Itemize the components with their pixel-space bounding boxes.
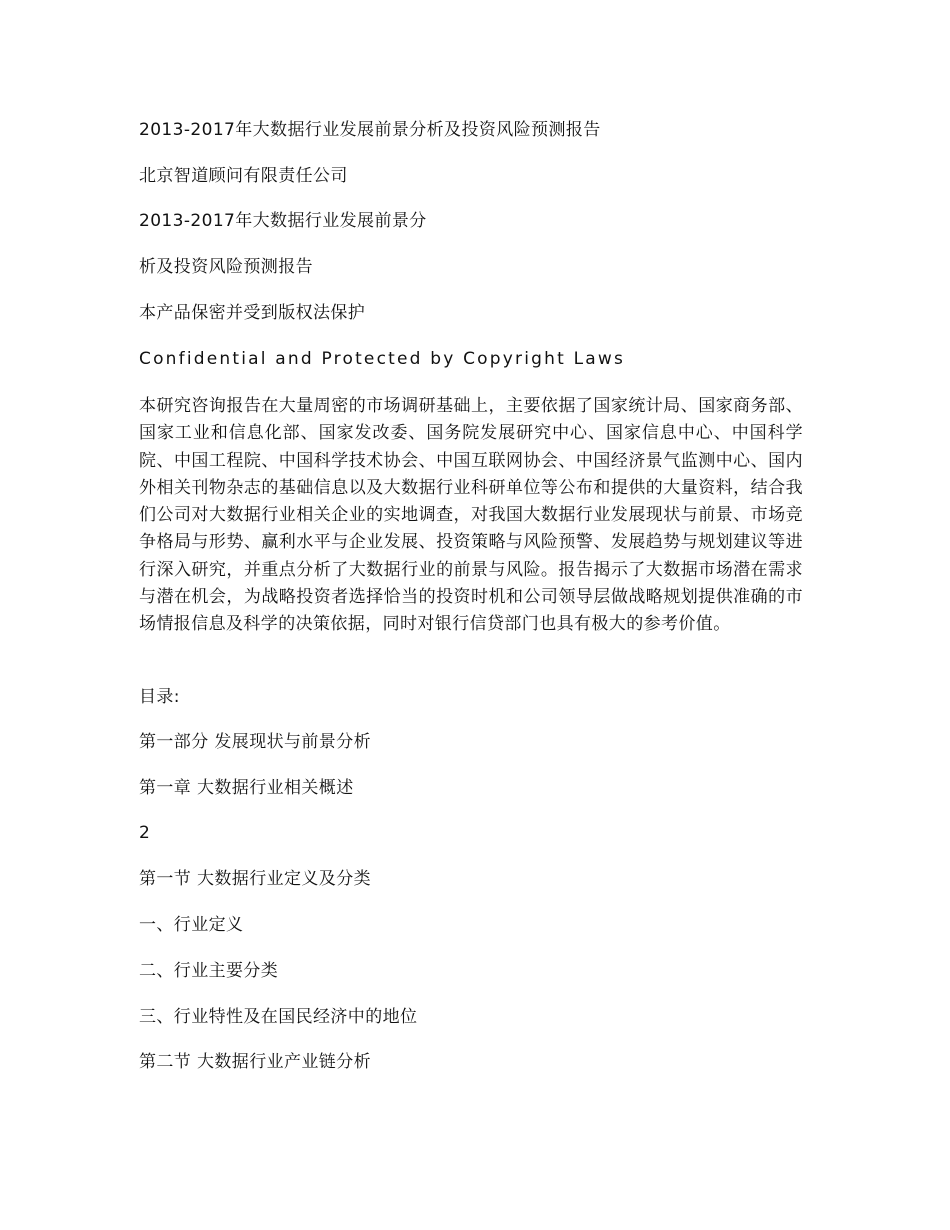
intro-paragraph: 本研究咨询报告在大量周密的市场调研基础上，主要依据了国家统计局、国家商务部、国家工业和信息化部、国家发改委、国务院发展研究中心、国家信息中心、中国科学院、中国工程院、中国科学技术协会、中国互联网协会、中国经济景气监测中心、国内外相关刊物杂志的基础信息以及大数据行业科研单位等公布和提供的大量资料，结合我们公司对大数据行业相关企业的实地调查，对我国大数据行业发展现状与前景、市场竞争格局与形势、赢利水平与企业发展、投资策略与风险预警、发展趋势与规划建议等进行深入研究，并重点分析了大数据行业的前景与风险。报告揭示了大数据市场潜在需求与潜在机会，为战略投资者选择恰当的投资时机和公司领导层做战略规划提供准确的市场情报信息及科学的决策依据，同时对银行信贷部门也具有极大的参考价值。	[139, 396, 803, 635]
protection-notice-en: Confidential and Protected by Copyright Laws	[139, 349, 626, 369]
title-line-2: 析及投资风险预测报告	[139, 257, 313, 277]
toc-item: 三、行业特性及在国民经济中的地位	[139, 1007, 418, 1027]
report-title: 2013-2017年大数据行业发展前景分析及投资风险预测报告	[139, 120, 601, 140]
toc-item: 一、行业定义	[139, 915, 244, 935]
toc-item: 第二节 大数据行业产业链分析	[139, 1052, 372, 1072]
toc-item: 第一节 大数据行业定义及分类	[139, 869, 372, 889]
toc-item: 二、行业主要分类	[139, 961, 279, 981]
toc-item: 2	[139, 823, 151, 843]
toc-item: 第一章 大数据行业相关概述	[139, 778, 354, 798]
title-line-1: 2013-2017年大数据行业发展前景分	[139, 211, 427, 231]
company-name: 北京智道顾问有限责任公司	[139, 166, 348, 186]
protection-notice: 本产品保密并受到版权法保护	[139, 303, 366, 323]
toc-item: 第一部分 发展现状与前景分析	[139, 732, 372, 752]
toc-heading: 目录:	[139, 687, 180, 707]
